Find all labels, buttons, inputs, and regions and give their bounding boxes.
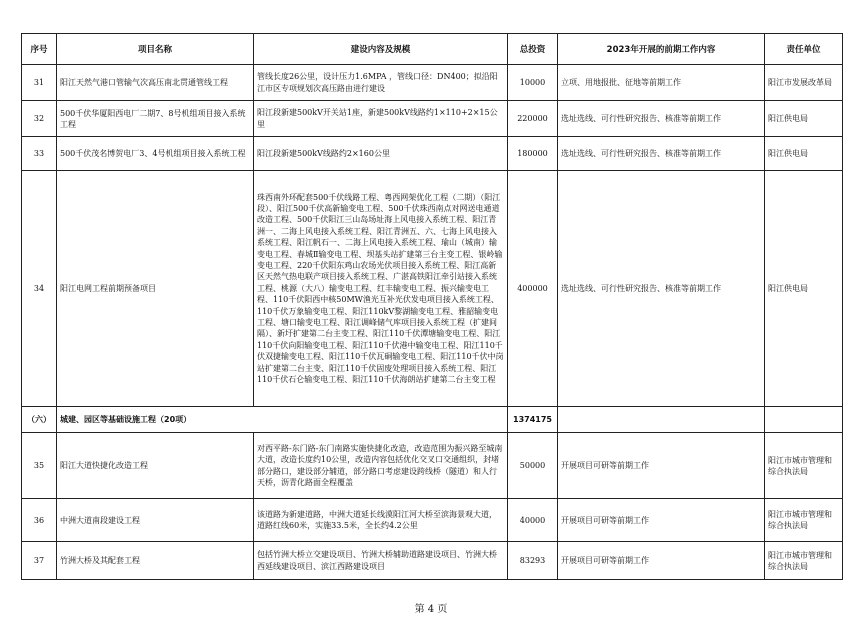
section-row: [22, 407, 843, 433]
project-content: 包括竹洲大桥立交建设项目、竹洲大桥辅助道路建设项目、竹洲大桥西延线建设项目、滨江西路建设项目: [254, 542, 508, 580]
project-content: 对西平路-东门路-东门南路实施快捷化改造，改造范围为振兴路至城南大道，改造长度约10公里，改造内容包括优化交叉口交通组织，封堵部分路口，建设部分辅道，部分路口考虑建设跨线桥（隧道）和人行天桥，沥青化路面全程覆盖: [254, 433, 508, 499]
col-header-work: 2023年开展的前期工作内容: [558, 34, 765, 65]
preliminary-work: 选址选线、可行性研究报告、核准等前期工作: [558, 171, 765, 407]
section-title: 城建、园区等基础设施工程（20项）: [57, 407, 508, 433]
total-investment: 50000: [508, 433, 558, 499]
preliminary-work: 选址选线、可行性研究报告、核准等前期工作: [558, 137, 765, 171]
total-investment: 40000: [508, 499, 558, 542]
responsible-unit: 阳江市城市管理和综合执法局: [765, 433, 843, 499]
row-number: 34: [22, 171, 57, 407]
responsible-unit: 阳江市城市管理和综合执法局: [765, 542, 843, 580]
responsible-unit: 阳江供电局: [765, 101, 843, 137]
section-number: （六）: [22, 407, 57, 433]
project-content: 阳江段新建500kV线路约2×160公里: [254, 137, 508, 171]
col-header-content: 建设内容及规模: [254, 34, 508, 65]
project-name: 500千伏华厦阳西电厂二期7、8号机组项目接入系统工程: [57, 101, 254, 137]
col-header-name: 项目名称: [57, 34, 254, 65]
table-header-row: [22, 34, 843, 65]
preliminary-work: 开展项目可研等前期工作: [558, 542, 765, 580]
project-content: 阳江段新建500kV开关站1座，新建500kV线路约1×110+2×15公里: [254, 101, 508, 137]
project-name: 竹洲大桥及其配套工程: [57, 542, 254, 580]
section-total-investment: 1374175: [508, 407, 558, 433]
project-name: 阳江天然气港口管输气次高压南北贯通管线工程: [57, 65, 254, 101]
row-number: 32: [22, 101, 57, 137]
table-row: [22, 65, 843, 101]
project-name: 阳江电网工程前期预备项目: [57, 171, 254, 407]
col-header-invest: 总投资: [508, 34, 558, 65]
project-content: 珠西南外环配套500千伏线路工程、粤西网架优化工程（二期）（阳江段）、阳江500千伏高新输变电工程、500千伏珠西南点对网送电通道改造工程、500千伏阳江三山岛场址海上风电接入系统工程、阳江青洲一、二海上风电接入系统工程、阳江青洲五、六、七海上风电接入系统工程、阳江帆石一、二海上风电接入系统工程、瑜山（城南）输变电工程、春城Ⅱ输变电工程、坝基头站扩建第三台主变工程、银岭输变电工程、220千伏阳东鸡山农场光伏项目接入系统工程、阳江高新区天然气热电联产项目接入系统工程、广湛高铁阳江牵引站接入系统工程、桃源（大八）输变电工程、红丰输变电工程、振兴输变电工程、110千伏阳西中核50MW渔光互补光伏发电项目接入系统工程、110千伏万象输变电工程、阳江110kV黎湖输变电工程、雅韶输变电工程、塘口输变电工程、阳江调峰储气库项目接入系统工程（扩建间隔）、新圩扩建第二台主变工程、阳江110千伏潭塘输变电工程、阳江110千伏向阳输变电工程、阳江110千伏港中输变电工程、阳江110千伏双捷输变电工程、阳江110千伏瓦硐输变电工程、阳江110千伏中岗站扩建第二台主变、阳江110千伏固废处理项目接入系统工程、阳江110千伏石仑输变电工程、阳江110千伏海朗站扩建第二台主变工程: [254, 171, 508, 407]
table-row: [22, 499, 843, 542]
preliminary-work: 开展项目可研等前期工作: [558, 433, 765, 499]
total-investment: 83293: [508, 542, 558, 580]
page-number: 第 4 页: [414, 604, 448, 615]
total-investment: 220000: [508, 101, 558, 137]
total-investment: 10000: [508, 65, 558, 101]
project-name: 阳江大道快捷化改造工程: [57, 433, 254, 499]
total-investment: 180000: [508, 137, 558, 171]
table-row: [22, 137, 843, 171]
responsible-unit: 阳江供电局: [765, 171, 843, 407]
total-investment: 400000: [508, 171, 558, 407]
row-number: 33: [22, 137, 57, 171]
preliminary-work: 开展项目可研等前期工作: [558, 499, 765, 542]
table-row: [22, 171, 843, 407]
project-name: 500千伏茂名博贺电厂3、4号机组项目接入系统工程: [57, 137, 254, 171]
table-row: [22, 542, 843, 580]
row-number: 35: [22, 433, 57, 499]
responsible-unit: 阳江供电局: [765, 137, 843, 171]
responsible-unit: 阳江市城市管理和综合执法局: [765, 499, 843, 542]
preliminary-work: 选址选线、可行性研究报告、核准等前期工作: [558, 101, 765, 137]
table-row: [22, 101, 843, 137]
row-number: 31: [22, 65, 57, 101]
empty-cell: [765, 407, 843, 433]
row-number: 36: [22, 499, 57, 542]
project-content: 管线长度26公里，设计压力1.6MPA ，管线口径：DN400；拟沿阳江市区专项规划次高压路由进行建设: [254, 65, 508, 101]
table-row: [22, 433, 843, 499]
col-header-unit: 责任单位: [765, 34, 843, 65]
row-number: 37: [22, 542, 57, 580]
project-table: [21, 33, 843, 580]
empty-cell: [558, 407, 765, 433]
col-header-no: 序号: [22, 34, 57, 65]
project-content: 该道路为新建道路，中洲大道延长线漠阳江河大桥至滨海景观大道，道路红线60米，实施33.5米，全长约4.2公里: [254, 499, 508, 542]
project-name: 中洲大道南段建设工程: [57, 499, 254, 542]
responsible-unit: 阳江市发展改革局: [765, 65, 843, 101]
preliminary-work: 立项、用地报批、征地等前期工作: [558, 65, 765, 101]
